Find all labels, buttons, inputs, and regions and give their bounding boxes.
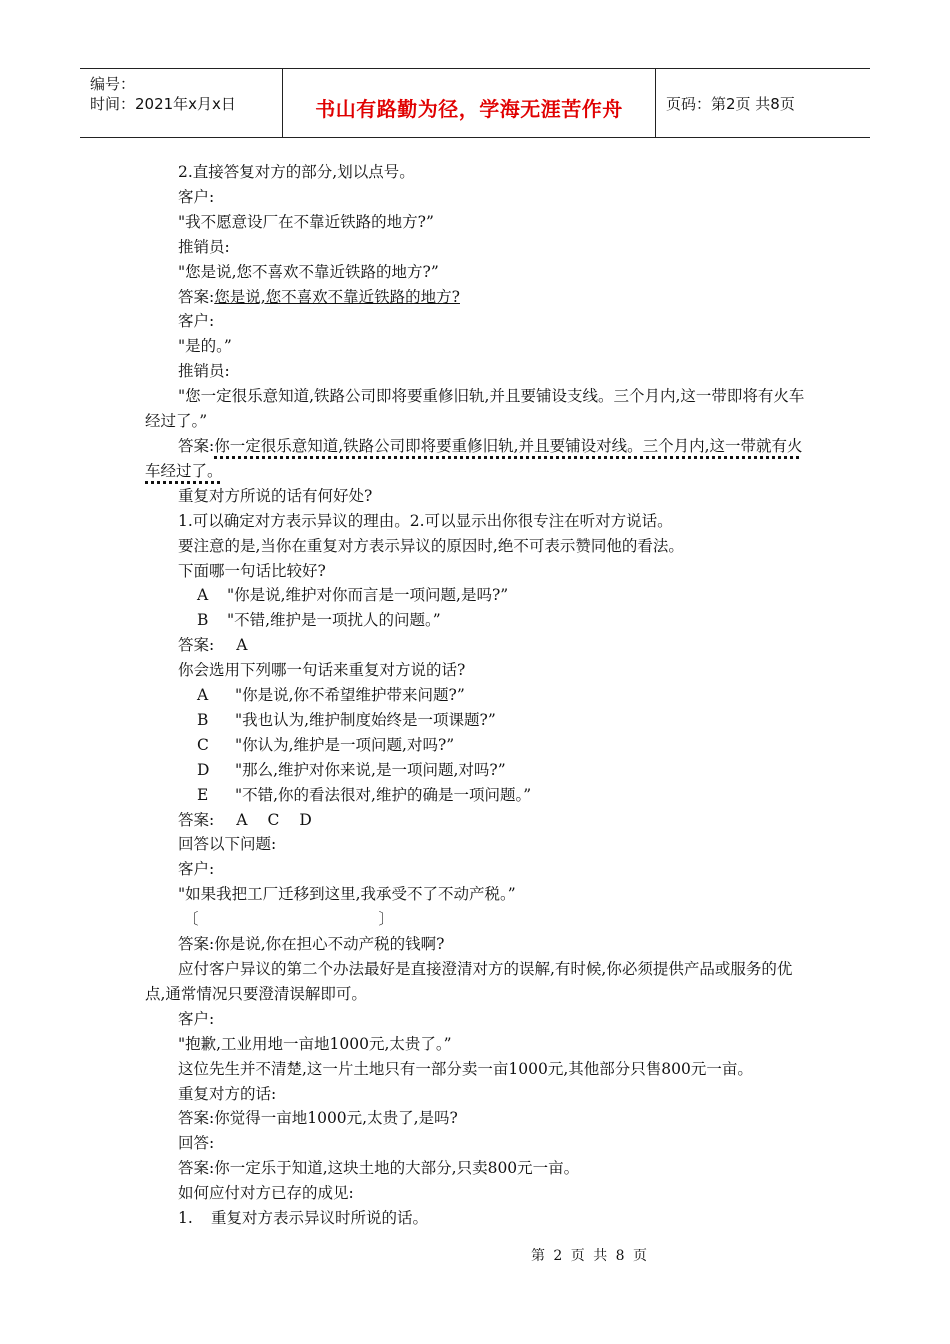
question: 下面哪一句话比较好? <box>178 561 326 580</box>
quote: "如果我把工厂迁移到这里,我承受不了不动产税。” <box>178 885 516 904</box>
speaker-label: 客户: <box>178 1009 215 1028</box>
speaker-label: 推销员: <box>178 362 230 381</box>
option-label: E <box>197 785 209 804</box>
paragraph: 重复对方所说的话有何好处? <box>178 486 373 505</box>
code-label: 编号： <box>90 75 136 93</box>
answer-line <box>145 285 810 310</box>
speaker-label: 客户: <box>178 187 215 206</box>
answer-line <box>145 434 810 484</box>
header-page-cell <box>656 69 870 137</box>
option-label: C <box>197 735 209 754</box>
answer-blank <box>145 907 810 932</box>
quote: "我不愿意设厂在不靠近铁路的地方?” <box>178 212 434 231</box>
paragraph: 回答以下问题: <box>178 835 277 854</box>
option-item <box>145 758 810 783</box>
option-item <box>145 683 810 708</box>
answer-choice: C <box>267 810 280 829</box>
date-label: 时间：2021年x月x日 <box>90 95 236 113</box>
numbered-item <box>145 1206 810 1231</box>
answer-prefix: 答案: <box>178 636 215 655</box>
answer-choice: A <box>236 810 248 829</box>
underlined-answer: 您是说,您不喜欢不靠近铁路的地方? <box>214 287 460 306</box>
option-text: "不错,维护是一项扰人的问题。” <box>227 611 441 630</box>
option-text: "你认为,维护是一项问题,对吗?” <box>235 735 455 754</box>
option-text: "不错,你的看法很对,维护的确是一项问题。” <box>235 785 532 804</box>
speaker-label: 客户: <box>178 860 215 879</box>
footer-page-number: 第 2 页 共 8 页 <box>530 1248 650 1264</box>
quote: "您一定很乐意知道,铁路公司即将要重修旧轨,并且要铺设支线。三个月内,这一带即将有火车经过了。” <box>145 387 805 431</box>
page-header <box>80 68 870 138</box>
answer-line: 答案:你一定乐于知道,这块土地的大部分,只卖800元一亩。 <box>178 1159 580 1178</box>
answer-prefix: 答案: <box>178 436 215 455</box>
option-label: B <box>197 710 209 729</box>
option-item <box>145 583 810 608</box>
quote: "您是说,您不喜欢不靠近铁路的地方?” <box>178 262 439 281</box>
paragraph: 应付客户异议的第二个办法最好是直接澄清对方的误解,有时候,你必须提供产品或服务的优点,通常情况只要澄清误解即可。 <box>145 960 793 1003</box>
dotted-answer: 你一定很乐意知道,铁路公司即将要重修旧轨,并且要铺设对线。三个月内,这一带就有火车经过了。 <box>145 436 803 480</box>
item-text: 重复对方表示异议时所说的话。 <box>211 1209 429 1228</box>
paragraph: 这位先生并不清楚,这一片土地只有一部分卖一亩1000元,其他部分只售800元一亩。 <box>178 1059 753 1078</box>
answer-choice: D <box>299 810 312 829</box>
paragraph: 如何应付对方已存的成见: <box>178 1184 354 1203</box>
option-label: A <box>197 586 209 605</box>
paragraph: 2.直接答复对方的部分,划以点号。 <box>178 163 415 181</box>
answer-line <box>145 633 810 658</box>
paragraph: 重复对方的话: <box>178 1084 277 1103</box>
bracket-close: 〕 <box>378 910 395 929</box>
speaker-label: 推销员: <box>178 237 230 256</box>
answer-prefix: 答案: <box>178 810 215 829</box>
option-text: "你是说,维护对你而言是一项问题,是吗?” <box>227 586 509 605</box>
option-text: "我也认为,维护制度始终是一项课题?” <box>235 710 496 729</box>
option-item <box>145 708 810 733</box>
answer-line <box>145 808 810 833</box>
answer-prefix: 答案: <box>178 287 215 306</box>
document-body <box>145 160 810 1231</box>
header-info-cell <box>80 69 283 137</box>
motto: 书山有路勤为径，学海无涯苦作舟 <box>315 97 623 121</box>
item-number: 1. <box>178 1209 193 1228</box>
option-text: "你是说,你不希望维护带来问题?” <box>235 686 465 705</box>
paragraph: 1.可以确定对方表示异议的理由。2.可以显示出你很专注在听对方说话。 <box>178 511 673 530</box>
page-footer <box>0 1245 950 1265</box>
paragraph: 回答: <box>178 1134 215 1153</box>
option-item <box>145 608 810 633</box>
option-label: D <box>197 760 210 779</box>
option-label: B <box>197 611 209 630</box>
answer-choice: A <box>236 636 248 655</box>
option-text: "那么,维护对你来说,是一项问题,对吗?” <box>235 760 506 779</box>
question: 你会选用下列哪一句话来重复对方说的话? <box>178 661 466 680</box>
quote: "是的。” <box>178 337 232 356</box>
option-item <box>145 783 810 808</box>
paragraph: 要注意的是,当你在重复对方表示异议的原因时,绝不可表示赞同他的看法。 <box>178 536 684 555</box>
bracket-open: 〔 <box>183 910 199 929</box>
answer-line: 答案:你是说,你在担心不动产税的钱啊? <box>178 935 445 954</box>
header-motto-cell <box>283 69 656 137</box>
answer-line: 答案:你觉得一亩地1000元,太贵了,是吗? <box>178 1109 458 1128</box>
speaker-label: 客户: <box>178 312 215 331</box>
quote: "抱歉,工业用地一亩地1000元,太贵了。” <box>178 1034 452 1053</box>
option-item <box>145 733 810 758</box>
option-label: A <box>197 686 209 705</box>
header-page-label: 页码：第2页 共8页 <box>666 95 795 113</box>
